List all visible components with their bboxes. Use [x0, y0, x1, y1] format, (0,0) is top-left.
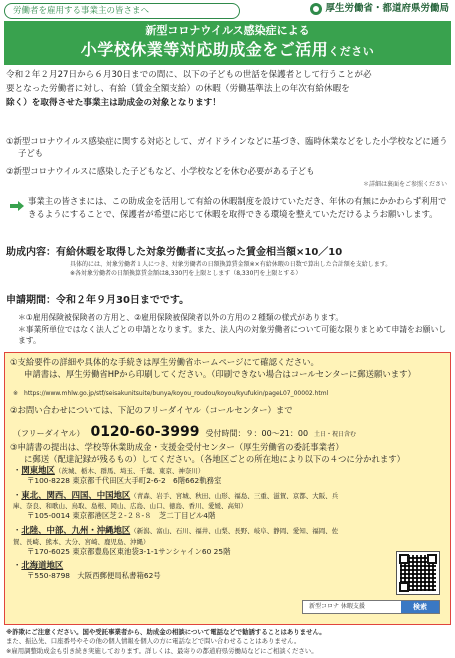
- list-item: ＊事業所単位ではなく法人ごとの申請となります。また、法人内の対象労働者について可能な限りまとめて申請をお願いします。: [18, 324, 447, 346]
- intro-line-2: 要となった労働者に対し、有給（賃金全額支給）の休暇（労働基準法上の年次有給休暇を: [6, 83, 350, 94]
- aid-note-1: 具体的には、対象労働者１人につき、対象労働者の日額換算賃金額※×有給休暇の日数で算出した合計額を支給します。: [70, 260, 392, 268]
- info-item-1: [10, 357, 446, 381]
- region-name: 東北、関西、四国、中国地区: [21, 489, 131, 500]
- region-address: 〒105-0014 東京都港区芝２-２８-８ 芝二丁目ビル4階: [27, 511, 216, 521]
- intro-line-1: 令和２年２月27日から６月30日までの間に、以下の子どもの世話を保護者として行うことが必: [6, 70, 372, 80]
- region-name: 北陸、中部、九州・沖縄地区: [21, 525, 131, 536]
- footer-line-3: ※雇用調整助成金も引き続き実施しております。詳しくは、最寄りの都道府県労働局などにご相談ください。: [6, 646, 318, 655]
- search-keywords: 新型コロナ 休暇支援: [309, 603, 365, 610]
- audience-tag: 労働者を雇用する事業主の皆さまへ: [4, 3, 240, 19]
- aid-section: [6, 246, 449, 278]
- search-button[interactable]: 検索: [401, 601, 439, 613]
- region-hokuriku-kyushu: ・北陸、中部、九州・沖縄地区（新潟、富山、石川、福井、山梨、長野、岐阜、静岡、愛知、福岡、佐賀、長崎、熊本、大分、宮崎、鹿児島、沖縄） 〒170-6025 東京都豊島区東池袋3-1-1サンシャイン60 25階: [13, 525, 343, 556]
- region-prefectures: （青森、岩手、宮城、秋田、山形、福島、三重、滋賀、京都、大阪、兵庫、奈良、和歌山、鳥取、島根、岡山、広島、山口、徳島、香川、愛媛、高知）: [13, 491, 339, 511]
- application-period-section: [6, 294, 449, 347]
- list-item: ①新型コロナウイルス感染症に関する対応として、ガイドラインなどに基づき、臨時休業などをした小学校などに通う子ども: [6, 136, 448, 159]
- footer-notes: [6, 628, 449, 656]
- intro-line-3: 除く）を取得させた事業主は助成金の対象となります！: [6, 97, 221, 108]
- footer-line-1: ※詐欺にご注意ください。国や受託事業者から、助成金の相談について電話などで勧誘することはありません。: [6, 628, 326, 636]
- region-address: 〒550-8798 大阪西郵便局私書箱62号: [27, 571, 161, 581]
- application-period-notes: [6, 312, 449, 347]
- list-item: ＊①雇用保険被保険者の方用と、②雇用保険被保険者以外の方用の２種類の様式があります。: [18, 312, 344, 322]
- ministry-header: [310, 3, 449, 16]
- banner-title-suffix: ください: [328, 44, 375, 58]
- contact-info-box: [4, 352, 451, 625]
- banner-title: [4, 39, 451, 61]
- ministry-logo-icon: [310, 3, 322, 15]
- qr-code-icon[interactable]: [396, 551, 440, 595]
- region-hokkaido: ・北海道地区 〒550-8798 大阪西郵便局私書箱62号: [13, 560, 343, 581]
- phone-row: [13, 423, 356, 442]
- region-name: 関東地区: [21, 465, 55, 475]
- employer-request: [10, 195, 449, 221]
- phone-label: （フリーダイヤル）: [13, 429, 85, 438]
- list-item: ②新型コロナウイルスに感染した子どもなど、小学校などを休む必要がある子ども: [6, 166, 315, 177]
- aid-note-2: ※各対象労働者の日額換算賃金額は8,330円を上限とします（8,330円を上限とする）: [70, 269, 302, 277]
- info-item-3-line-a: ③申請書の提出は、学校等休業助成金・支援金受付センター（厚生労働省の委託事業者）: [10, 442, 344, 452]
- info-item-1-line-b: 申請書は、厚生労働省HPから印刷してください。（印刷できない場合はコールセンターに郵送願います）: [24, 368, 416, 379]
- arrow-right-icon: [10, 201, 24, 211]
- info-item-1-line-a: ①支給要件の詳細や具体的な手続きは厚生労働省ホームページにて確認ください。: [10, 357, 319, 367]
- mhlw-url[interactable]: ※ https://www.mhlw.go.jp/stf/seisakunitsuite/bunya/koyou_roudou/koyou/kyufukin/pageL07_00002.html: [13, 390, 329, 397]
- intro-paragraph: [6, 69, 449, 110]
- region-tohoku-kansai: ・東北、関西、四国、中国地区（青森、岩手、宮城、秋田、山形、福島、三重、滋賀、京都、大阪、兵庫、奈良、和歌山、鳥取、島根、岡山、広島、山口、徳島、香川、愛媛、高知） 〒105-0014 東京都港区芝２-２８-８ 芝二丁目ビル4階: [13, 490, 343, 521]
- eligible-children-list: [6, 135, 449, 184]
- title-banner: [4, 21, 451, 65]
- info-item-3-line-b: に郵送（配達記録が残るもの）してください。（各地区ごとの所在地により以下の４つに分かれます）: [24, 453, 406, 464]
- ministry-name: 厚生労働省・都道府県労働局: [325, 3, 449, 14]
- info-item-3: [10, 442, 446, 466]
- region-name: 北海道地区: [21, 560, 64, 571]
- phone-number[interactable]: 0120-60-3999: [90, 424, 200, 440]
- employer-request-text: 事業主の皆さまには、この助成金を活用して有給の休暇制度を設けていただき、年休の有無にかかわらず利用できるようにすることで、保護者が希望に応じて休暇を取得できる環境を整えていただけるようお願いします。: [28, 196, 447, 220]
- footer-line-2: また、振込先、口座番号やその他の個人情報を個人の方に電話などで問い合わせることはありません。: [6, 637, 301, 646]
- search-box[interactable]: [302, 600, 440, 614]
- phone-hours: 受付時間：９：00～21：00: [205, 429, 309, 438]
- region-kanto: ・関東地区（茨城、栃木、群馬、埼玉、千葉、東京、神奈川） 〒100-8228 東京都千代田区大手町2-6-2 6階662軌務室: [13, 465, 343, 486]
- aid-title: 助成内容：有給休暇を取得した対象労働者に支払った賃金相当額×10／10: [6, 247, 343, 258]
- application-period-title: 申請期間：令和２年９月30日までです。: [6, 295, 190, 306]
- info-item-2: ②お問い合わせについては、下記のフリーダイヤル（コールセンター）まで: [10, 405, 293, 415]
- banner-subtitle: 新型コロナウイルス感染症による: [145, 24, 310, 37]
- region-list: [13, 465, 343, 585]
- region-address: 〒100-8228 東京都千代田区大手町2-6-2 6階662軌務室: [27, 475, 222, 485]
- phone-days: 土日・祝日含む: [314, 431, 357, 438]
- region-prefectures: （新潟、富山、石川、福井、山梨、長野、岐阜、静岡、愛知、福岡、佐賀、長崎、熊本、大分、宮崎、鹿児島、沖縄）: [13, 527, 339, 546]
- region-address: 〒170-6025 東京都豊島区東池袋3-1-1サンシャイン60 25階: [27, 546, 231, 556]
- detail-note: ＊詳細は裏面をご参照ください: [362, 181, 447, 188]
- banner-title-main: 小学校休業等対応助成金をご活用: [80, 39, 329, 59]
- region-prefectures: （茨城、栃木、群馬、埼玉、千葉、東京、神奈川）: [54, 467, 205, 475]
